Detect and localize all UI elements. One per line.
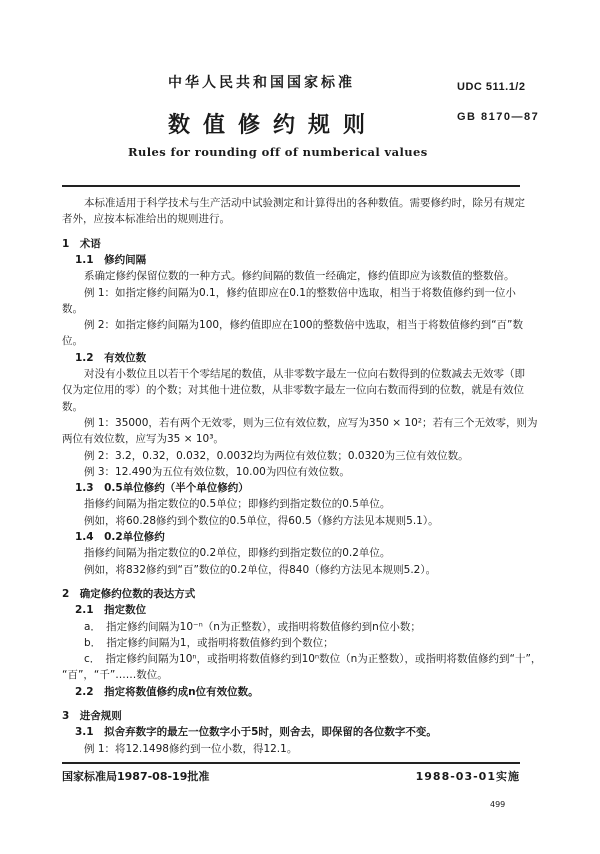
section-heading: 3 进舍规则 <box>62 710 122 722</box>
body-line: 例 1：将12.1498修约到一位小数，得12.1。 <box>84 742 298 755</box>
body-line: 对没有小数位且以若干个零结尾的数值，从非零数字最左一位向右数得到的位数减去无效零（即 <box>84 368 525 380</box>
body-line: 例如，将832修约到“百”数位的0.2单位，得840（修约方法见本规则5.2）。 <box>84 563 437 576</box>
body-line: “百”，“千”……数位。 <box>62 669 168 682</box>
page-number: 499 <box>490 800 506 809</box>
subsection-heading: 1.1 修约间隔 <box>75 253 147 266</box>
udc-code: UDC 511.1/2 <box>457 81 526 93</box>
gb-number: GB 8170—87 <box>457 111 540 123</box>
effective-date: 1988-03-01实施 <box>415 770 520 783</box>
body-line: 两位有效位数，应写为35 × 10³。 <box>62 433 224 446</box>
body-line: 例 1：35000，若有两个无效零，则为三位有效位数，应写为350 × 10²；若有三个无效零，则为 <box>84 416 538 429</box>
subsection-heading: 3.1 拟舍弃数字的最左一位数字小于5时，则舍去，即保留的各位数字不变。 <box>75 726 437 739</box>
approval-date: 国家标准局1987-08-19批准 <box>62 770 210 783</box>
body-line: b． 指定修约间隔为1，或指明将数值修约到个数位； <box>84 636 334 649</box>
subsection-heading: 1.2 有效位数 <box>75 351 147 364</box>
body-line: a． 指定修约间隔为10⁻ⁿ（n为正整数），或指明将数值修约到n位小数； <box>84 620 421 633</box>
body-line: 数。 <box>62 400 83 413</box>
body-line: 例 1：如指定修约间隔为0.1，修约值即应在0.1的整数倍中选取，相当于将数值修约到一位小 <box>84 286 516 299</box>
document-title: 数值修约规则 <box>168 113 379 138</box>
body-line: 位。 <box>62 335 83 348</box>
subsection-heading: 2.1 指定数位 <box>75 604 147 617</box>
body-line: 本标准适用于科学技术与生产活动中试验测定和计算得出的各种数值。需要修约时，除另有规定 <box>84 197 525 209</box>
body-line: 指修约间隔为指定数位的0.5单位；即修约到指定数位的0.5单位。 <box>84 498 391 511</box>
header-divider <box>62 185 520 187</box>
body-line: 者外，应按本标准给出的规则进行。 <box>62 213 230 226</box>
body-line: 仅为定位用的零）的个数；对其他十进位数，从非零数字最左一位向右数而得到的位数，就是有效位 <box>62 384 524 397</box>
body-line: 例 3：12.490为五位有效位数，10.00为四位有效位数。 <box>84 465 350 478</box>
subsection-heading: 2.2 指定将数值修约成n位有效位数。 <box>75 685 259 698</box>
subsection-heading: 1.3 0.5单位修约（半个单位修约） <box>75 482 249 495</box>
body-line: 例 2：如指定修约间隔为100，修约值即应在100的整数倍中选取，相当于将数值修约到“百”数 <box>84 319 523 332</box>
body-line: c． 指定修约间隔为10ⁿ，或指明将数值修约到10ⁿ数位（n为正整数），或指明将数值修约到“十”， <box>84 653 542 666</box>
body-line: 例如，将60.28修约到个数位的0.5单位，得60.5（修约方法见本规则5.1）。 <box>84 514 439 527</box>
standard-org-heading: 中华人民共和国国家标准 <box>168 75 355 91</box>
body-line: 数。 <box>62 302 83 315</box>
section-heading: 2 确定修约位数的表达方式 <box>62 587 196 600</box>
english-title: Rules for rounding off of numberical values <box>128 145 428 159</box>
subsection-heading: 1.4 0.2单位修约 <box>75 531 165 543</box>
footer-divider <box>62 762 520 764</box>
section-heading: 1 术语 <box>62 237 101 250</box>
body-line: 例 2：3.2，0.32，0.032，0.0032均为两位有效位数；0.0320为三位有效位数。 <box>84 449 469 462</box>
body-line: 指修约间隔为指定数位的0.2单位，即修约到指定数位的0.2单位。 <box>84 547 391 560</box>
body-line: 系确定修约保留位数的一种方式。修约间隔的数值一经确定，修约值即应为该数值的整数倍。 <box>84 270 515 283</box>
